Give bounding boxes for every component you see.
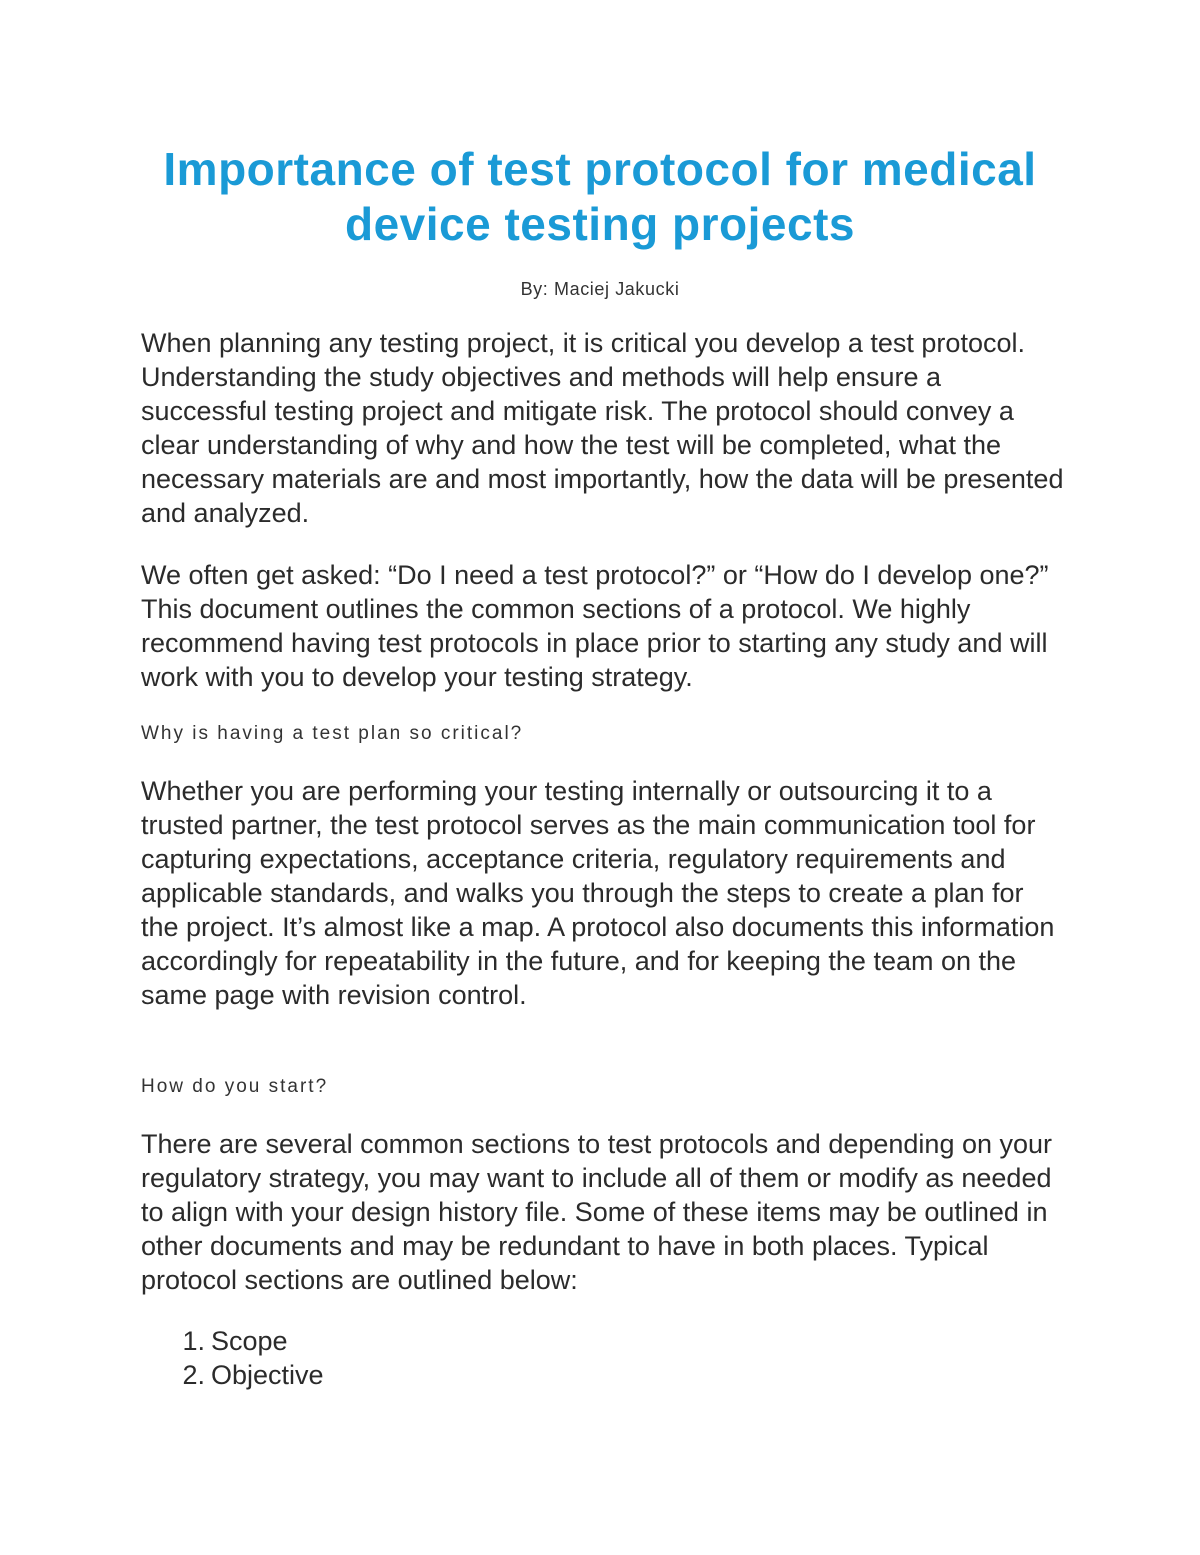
section-heading-how: How do you start? xyxy=(141,1076,329,1097)
faq-paragraph: We often get asked: “Do I need a test protocol?” or “How do I develop one?” This document outlines the common sections of a protocol. We highly recommend having test protocols in place prior to starting any study and will work with you to develop your testing strategy. xyxy=(141,560,1049,692)
section-heading-why: Why is having a test plan so critical? xyxy=(141,723,524,744)
how-paragraph: There are several common sections to test protocols and depending on your regulatory strategy, you may want to include all of them or modify as needed to align with your design history file. Some of these items may be outlined in other documents and may be redundant to have in both places. Typical protocol sections are outlined below: xyxy=(141,1129,1053,1295)
list-item-number: 2. xyxy=(182,1360,205,1390)
document-title: Importance of test protocol for medical device testing projects xyxy=(163,143,1037,250)
author-byline: By: Maciej Jakucki xyxy=(520,279,680,299)
protocol-sections-list xyxy=(141,1324,741,1392)
list-item xyxy=(141,1324,741,1358)
why-paragraph: Whether you are performing your testing internally or outsourcing it to a trusted partner, the test protocol serves as the main communication tool for capturing expectations, acceptance criteria, regulatory requirements and applicable standards, and walks you through the steps to create a plan for the project. It’s almost like a map. A protocol also documents this information accordingly for repeatability in the future, and for keeping the team on the same page with revision control. xyxy=(141,776,1055,1010)
list-item xyxy=(141,1358,741,1392)
list-item-number: 1. xyxy=(182,1326,205,1356)
intro-paragraph: When planning any testing project, it is critical you develop a test protocol. Understanding the study objectives and methods will help ensure a successful testing project and mitigate risk. The protocol should convey a clear understanding of why and how the test will be completed, what the necessary materials are and most importantly, how the data will be presented and analyzed. xyxy=(141,328,1064,528)
list-item-text: Scope xyxy=(211,1326,288,1356)
list-item-text: Objective xyxy=(211,1360,324,1390)
